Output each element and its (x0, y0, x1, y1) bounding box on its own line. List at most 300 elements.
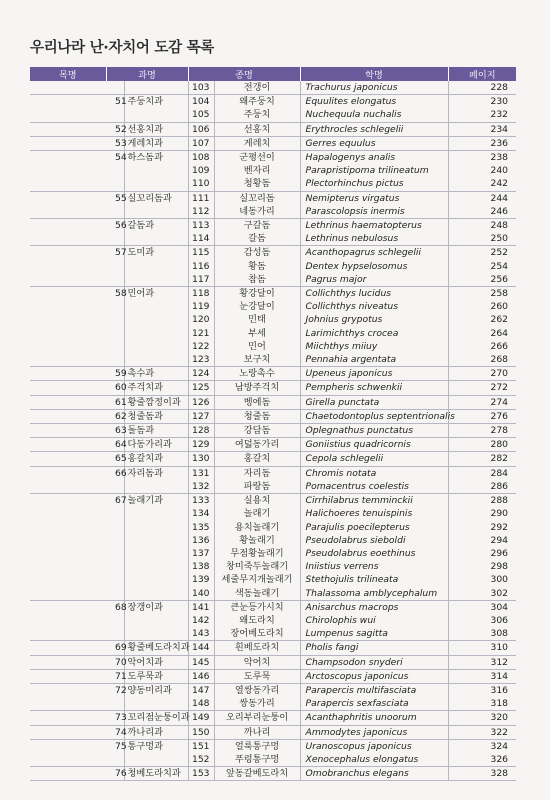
family-name: 주걱치과 (124, 381, 188, 395)
species-name: 강담돔 (214, 424, 300, 438)
table-row (30, 480, 516, 494)
table-row (30, 655, 516, 669)
table-row (30, 300, 516, 313)
scientific-name: Gerres equulus (300, 136, 448, 150)
species-table (30, 67, 516, 781)
page-number: 292 (448, 521, 516, 534)
family-number (106, 353, 124, 367)
order-cell (30, 521, 106, 534)
species-name: 큰눈등가시치 (214, 600, 300, 614)
family-number: 53 (106, 136, 124, 150)
order-cell (30, 573, 106, 586)
page-number: 236 (448, 136, 516, 150)
order-cell (30, 260, 106, 273)
scientific-name: Parapristipoma trilineatum (300, 164, 448, 177)
family-name (124, 260, 188, 273)
page-number: 302 (448, 587, 516, 601)
table-row (30, 424, 516, 438)
order-cell (30, 627, 106, 641)
family-name: 홍갈치과 (124, 452, 188, 466)
species-name: 왜도라치 (214, 614, 300, 627)
table-row (30, 260, 516, 273)
table-row (30, 136, 516, 150)
family-name (124, 587, 188, 601)
page-number: 324 (448, 739, 516, 753)
page-number: 284 (448, 466, 516, 480)
order-cell (30, 560, 106, 573)
family-number (106, 697, 124, 711)
order-cell (30, 711, 106, 725)
scientific-name: Pseudolabrus eoethinus (300, 547, 448, 560)
page-number: 254 (448, 260, 516, 273)
family-number: 62 (106, 409, 124, 423)
order-cell (30, 697, 106, 711)
page-number: 266 (448, 340, 516, 353)
table-row (30, 438, 516, 452)
order-cell (30, 164, 106, 177)
species-number: 109 (188, 164, 214, 177)
family-number (106, 177, 124, 191)
page-number: 246 (448, 205, 516, 219)
order-cell (30, 232, 106, 246)
table-row (30, 534, 516, 547)
species-name: 흰베도라치 (214, 641, 300, 655)
species-number: 139 (188, 573, 214, 586)
scientific-name: Parajulis poecilepterus (300, 521, 448, 534)
table-row (30, 600, 516, 614)
scientific-name: Arctoscopus japonicus (300, 669, 448, 683)
family-number: 66 (106, 466, 124, 480)
page-number: 268 (448, 353, 516, 367)
order-cell (30, 300, 106, 313)
family-number (106, 614, 124, 627)
species-number: 106 (188, 122, 214, 136)
family-name: 황줄베도라치과 (124, 641, 188, 655)
page-number: 288 (448, 494, 516, 508)
family-name: 양동미리과 (124, 683, 188, 697)
family-name (124, 353, 188, 367)
table-row (30, 367, 516, 381)
species-name: 장어베도라치 (214, 627, 300, 641)
species-number: 108 (188, 151, 214, 165)
table-row (30, 205, 516, 219)
family-number (106, 273, 124, 287)
species-name: 실꼬리돔 (214, 191, 300, 205)
header-family: 과명 (106, 67, 188, 81)
scientific-name: Lethrinus haematopterus (300, 219, 448, 233)
family-name: 도미과 (124, 246, 188, 260)
species-number: 151 (188, 739, 214, 753)
family-name: 자리돔과 (124, 466, 188, 480)
species-name: 주둥치 (214, 108, 300, 122)
species-number: 111 (188, 191, 214, 205)
species-number: 148 (188, 697, 214, 711)
family-number (106, 300, 124, 313)
family-name: 하스돔과 (124, 151, 188, 165)
order-cell (30, 353, 106, 367)
family-name (124, 300, 188, 313)
scientific-name: Girella punctata (300, 395, 448, 409)
family-number (106, 753, 124, 767)
header-page: 페이지 (448, 67, 516, 81)
species-name: 오리부리눈퉁이 (214, 711, 300, 725)
order-cell (30, 151, 106, 165)
page-number: 262 (448, 313, 516, 326)
family-number (106, 313, 124, 326)
scientific-name: Chaetodontoplus septentrionalis (300, 409, 448, 423)
table-row (30, 232, 516, 246)
scientific-name: Ammodytes japonicus (300, 725, 448, 739)
family-name: 청베도라치과 (124, 767, 188, 781)
order-cell (30, 641, 106, 655)
table-row (30, 739, 516, 753)
species-name: 벤자리 (214, 164, 300, 177)
family-name: 청줄돔과 (124, 409, 188, 423)
page-number: 272 (448, 381, 516, 395)
species-name: 실용치 (214, 494, 300, 508)
species-number: 104 (188, 95, 214, 109)
order-cell (30, 438, 106, 452)
scientific-name: Goniistius quadricornis (300, 438, 448, 452)
table-row (30, 627, 516, 641)
order-cell (30, 81, 106, 95)
order-cell (30, 655, 106, 669)
species-name: 무점황놀래기 (214, 547, 300, 560)
order-cell (30, 108, 106, 122)
scientific-name: Acanthopagrus schlegelii (300, 246, 448, 260)
table-row (30, 494, 516, 508)
family-number (106, 232, 124, 246)
family-number: 51 (106, 95, 124, 109)
page-number: 264 (448, 327, 516, 340)
species-number: 118 (188, 287, 214, 301)
scientific-name: Parascolopsis inermis (300, 205, 448, 219)
scientific-name: Collichthys niveatus (300, 300, 448, 313)
scientific-name: Larimichthys crocea (300, 327, 448, 340)
species-name: 홍갈치 (214, 452, 300, 466)
scientific-name: Pholis fangi (300, 641, 448, 655)
page-number: 248 (448, 219, 516, 233)
family-name: 돌돔과 (124, 424, 188, 438)
scientific-name: Cepola schlegelii (300, 452, 448, 466)
species-number: 123 (188, 353, 214, 367)
species-number: 105 (188, 108, 214, 122)
scientific-name: Upeneus japonicus (300, 367, 448, 381)
order-cell (30, 547, 106, 560)
scientific-name: Champsodon snyderi (300, 655, 448, 669)
family-name: 다동가리과 (124, 438, 188, 452)
page-number: 282 (448, 452, 516, 466)
family-number (106, 573, 124, 586)
table-row (30, 327, 516, 340)
order-cell (30, 725, 106, 739)
table-row (30, 313, 516, 326)
scientific-name: Chromis notata (300, 466, 448, 480)
species-number: 137 (188, 547, 214, 560)
family-number: 63 (106, 424, 124, 438)
page-number: 328 (448, 767, 516, 781)
order-cell (30, 122, 106, 136)
species-name: 민어 (214, 340, 300, 353)
species-name: 민태 (214, 313, 300, 326)
species-number: 112 (188, 205, 214, 219)
species-name: 참돔 (214, 273, 300, 287)
scientific-name: Nuchequula nuchalis (300, 108, 448, 122)
species-name: 여덟동가리 (214, 438, 300, 452)
species-number: 126 (188, 395, 214, 409)
family-name (124, 560, 188, 573)
species-number: 132 (188, 480, 214, 494)
family-number (106, 164, 124, 177)
order-cell (30, 191, 106, 205)
family-name (124, 177, 188, 191)
order-cell (30, 753, 106, 767)
family-number: 61 (106, 395, 124, 409)
species-number: 130 (188, 452, 214, 466)
scientific-name: Stethojulis trilineata (300, 573, 448, 586)
page-number: 258 (448, 287, 516, 301)
table-row (30, 547, 516, 560)
species-number: 145 (188, 655, 214, 669)
scientific-name: Iniistius verrens (300, 560, 448, 573)
species-number: 143 (188, 627, 214, 641)
family-number (106, 327, 124, 340)
page-number: 270 (448, 367, 516, 381)
scientific-name: Parapercis multifasciata (300, 683, 448, 697)
species-name: 파랑돔 (214, 480, 300, 494)
page-number: 228 (448, 81, 516, 95)
family-name (124, 573, 188, 586)
order-cell (30, 494, 106, 508)
family-name (124, 521, 188, 534)
page-number: 304 (448, 600, 516, 614)
family-number (106, 108, 124, 122)
table-row (30, 95, 516, 109)
species-number: 142 (188, 614, 214, 627)
family-number: 52 (106, 122, 124, 136)
species-number: 107 (188, 136, 214, 150)
page-number: 278 (448, 424, 516, 438)
table-row (30, 353, 516, 367)
species-number: 121 (188, 327, 214, 340)
species-number: 128 (188, 424, 214, 438)
family-number: 54 (106, 151, 124, 165)
order-cell (30, 600, 106, 614)
order-cell (30, 287, 106, 301)
species-name: 남방주걱치 (214, 381, 300, 395)
table-row (30, 108, 516, 122)
table-row (30, 767, 516, 781)
page-number: 308 (448, 627, 516, 641)
species-name: 창미죽두놀래기 (214, 560, 300, 573)
page-number: 310 (448, 641, 516, 655)
page-number: 318 (448, 697, 516, 711)
table-row (30, 560, 516, 573)
table-row (30, 219, 516, 233)
table-row (30, 81, 516, 95)
family-name (124, 313, 188, 326)
scientific-name: Uranoscopus japonicus (300, 739, 448, 753)
species-number: 144 (188, 641, 214, 655)
family-name: 갈돔과 (124, 219, 188, 233)
table-row (30, 273, 516, 287)
table-row (30, 466, 516, 480)
page-number: 306 (448, 614, 516, 627)
family-number: 72 (106, 683, 124, 697)
table-row (30, 521, 516, 534)
species-number: 114 (188, 232, 214, 246)
species-name: 청황돔 (214, 177, 300, 191)
scientific-name: Collichthys lucidus (300, 287, 448, 301)
table-row (30, 246, 516, 260)
family-name: 놀래기과 (124, 494, 188, 508)
species-name: 군평선이 (214, 151, 300, 165)
species-name: 보구치 (214, 353, 300, 367)
scientific-name: Omobranchus elegans (300, 767, 448, 781)
table-row (30, 164, 516, 177)
species-number: 115 (188, 246, 214, 260)
species-number: 131 (188, 466, 214, 480)
page-number: 312 (448, 655, 516, 669)
species-number: 129 (188, 438, 214, 452)
page-number: 250 (448, 232, 516, 246)
scientific-name: Chirolophis wui (300, 614, 448, 627)
family-name (124, 547, 188, 560)
table-row (30, 573, 516, 586)
species-number: 120 (188, 313, 214, 326)
family-number (106, 547, 124, 560)
species-number: 136 (188, 534, 214, 547)
family-name (124, 627, 188, 641)
page-number: 252 (448, 246, 516, 260)
table-row (30, 725, 516, 739)
scientific-name: Trachurus japonicus (300, 81, 448, 95)
page-number: 322 (448, 725, 516, 739)
family-number (106, 205, 124, 219)
species-number: 124 (188, 367, 214, 381)
order-cell (30, 219, 106, 233)
species-name: 구갈돔 (214, 219, 300, 233)
page-number: 298 (448, 560, 516, 573)
species-name: 갈돔 (214, 232, 300, 246)
species-name: 열쌍동가리 (214, 683, 300, 697)
scientific-name: Nemipterus virgatus (300, 191, 448, 205)
species-name: 까나리 (214, 725, 300, 739)
species-number: 113 (188, 219, 214, 233)
table-row (30, 683, 516, 697)
family-name (124, 534, 188, 547)
page-number: 286 (448, 480, 516, 494)
family-number (106, 480, 124, 494)
family-number (106, 340, 124, 353)
family-number: 67 (106, 494, 124, 508)
family-number: 57 (106, 246, 124, 260)
species-number: 110 (188, 177, 214, 191)
species-number: 146 (188, 669, 214, 683)
table-row (30, 340, 516, 353)
species-name: 왜주둥치 (214, 95, 300, 109)
page-number: 316 (448, 683, 516, 697)
family-number: 73 (106, 711, 124, 725)
species-name: 부세 (214, 327, 300, 340)
species-name: 도루묵 (214, 669, 300, 683)
order-cell (30, 95, 106, 109)
species-number: 150 (188, 725, 214, 739)
page-number: 294 (448, 534, 516, 547)
species-name: 황강달이 (214, 287, 300, 301)
order-cell (30, 313, 106, 326)
table-row (30, 697, 516, 711)
species-name: 청줄돔 (214, 409, 300, 423)
table-row (30, 191, 516, 205)
page-number: 296 (448, 547, 516, 560)
table-row (30, 753, 516, 767)
scientific-name: Lumpenus sagitta (300, 627, 448, 641)
family-number (106, 521, 124, 534)
species-number: 153 (188, 767, 214, 781)
page-number: 240 (448, 164, 516, 177)
order-cell (30, 136, 106, 150)
scientific-name: Parapercis sexfasciata (300, 697, 448, 711)
scientific-name: Cirrhilabrus temminckii (300, 494, 448, 508)
family-name (124, 340, 188, 353)
scientific-name: Halichoeres tenuispinis (300, 507, 448, 520)
page-number: 242 (448, 177, 516, 191)
order-cell (30, 767, 106, 781)
header-species: 종명 (188, 67, 300, 81)
species-number: 103 (188, 81, 214, 95)
family-name (124, 108, 188, 122)
table-row (30, 177, 516, 191)
species-name: 선홍치 (214, 122, 300, 136)
species-number: 116 (188, 260, 214, 273)
order-cell (30, 367, 106, 381)
table-row (30, 452, 516, 466)
family-number: 60 (106, 381, 124, 395)
species-name: 노랑촉수 (214, 367, 300, 381)
order-cell (30, 614, 106, 627)
family-name (124, 697, 188, 711)
order-cell (30, 669, 106, 683)
species-number: 127 (188, 409, 214, 423)
order-cell (30, 739, 106, 753)
table-row (30, 409, 516, 423)
family-name (124, 753, 188, 767)
page-number: 232 (448, 108, 516, 122)
header-order: 목명 (30, 67, 106, 81)
scientific-name: Miichthys miiuy (300, 340, 448, 353)
order-cell (30, 205, 106, 219)
family-number: 69 (106, 641, 124, 655)
order-cell (30, 381, 106, 395)
scientific-name: Acanthaphritis unoorum (300, 711, 448, 725)
species-number: 133 (188, 494, 214, 508)
family-number (106, 560, 124, 573)
species-number: 138 (188, 560, 214, 573)
species-number: 140 (188, 587, 214, 601)
page-number: 260 (448, 300, 516, 313)
family-number: 64 (106, 438, 124, 452)
scientific-name: Plectorhinchus pictus (300, 177, 448, 191)
species-number: 117 (188, 273, 214, 287)
family-name: 꼬리점눈퉁이과 (124, 711, 188, 725)
family-name: 악어치과 (124, 655, 188, 669)
page-number: 320 (448, 711, 516, 725)
species-number: 149 (188, 711, 214, 725)
species-name: 색동놀래기 (214, 587, 300, 601)
scientific-name: Xenocephalus elongatus (300, 753, 448, 767)
species-name: 푸렁통구멍 (214, 753, 300, 767)
